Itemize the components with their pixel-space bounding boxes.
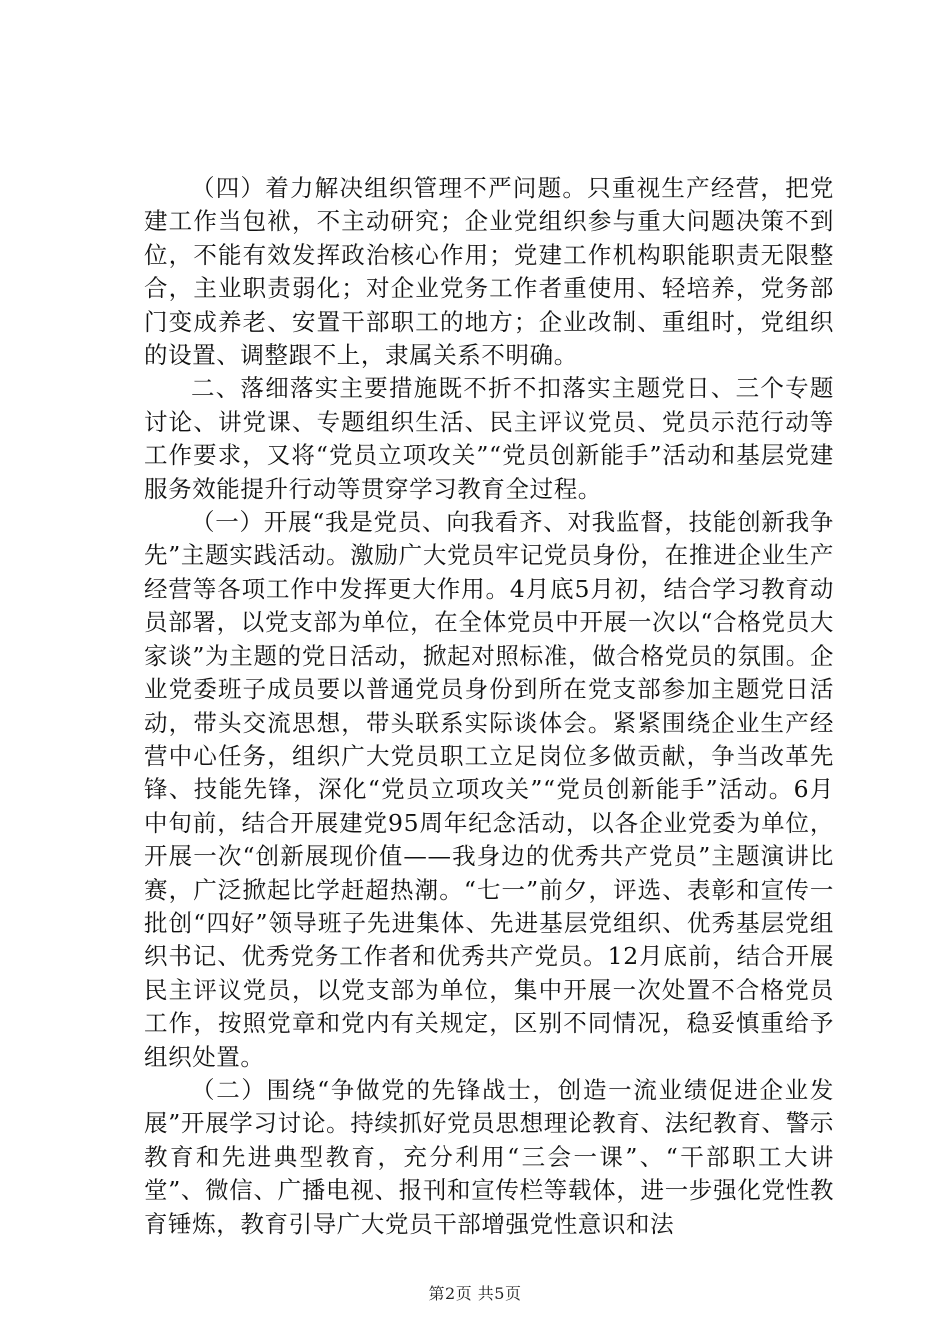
paragraph-section-four: （四）着力解决组织管理不严问题。只重视生产经营，把党建工作当包袱，不主动研究；企业党组织参与重大问题决策不到位，不能有效发挥政治核心作用；党建工作机构职能职责无限整合，主业职责弱化；对企业党务工作者重使用、轻培养，党务部门变成养老、安置干部职工的地方；企业改制、重组时，党组织的设置、调整跟不上，隶属关系不明确。 [144, 174, 834, 370]
document-body [144, 172, 834, 1241]
paragraph-subsection-two: （二）围绕“争做党的先锋战士，创造一流业绩促进企业发展”开展学习讨论。持续抓好党员思想理论教育、法纪教育、警示教育和先进典型教育，充分利用“三会一课”、“干部职工大讲堂”、微信、广播电视、报刊和宣传栏等载体，进一步强化党性教育锤炼，教育引导广大党员干部增强党性意识和法 [144, 1075, 834, 1238]
paragraph-subsection-one: （一）开展“我是党员、向我看齐、对我监督，技能创新我争先”主题实践活动。激励广大党员牢记党员身份，在推进企业生产经营等各项工作中发挥更大作用。4月底5月初，结合学习教育动员部署，以党支部为单位，在全体党员中开展一次以“合格党员大家谈”为主题的党日活动，掀起对照标准，做合格党员的氛围。企业党委班子成员要以普通党员身份到所在党支部参加主题党日活动，带头交流思想，带头联系实际谈体会。紧紧围绕企业生产经营中心任务，组织广大党员职工立足岗位多做贡献，争当改革先锋、技能先锋，深化“党员立项攻关”“党员创新能手”活动。6月中旬前，结合开展建党95周年纪念活动，以各企业党委为单位，开展一次“创新展现价值——我身边的优秀共产党员”主题演讲比赛，广泛掀起比学赶超热潮。“七一”前夕，评选、表彰和宣传一批创“四好”领导班子先进集体、先进基层党组织、优秀基层党组织书记、优秀党务工作者和优秀共产党员。12月底前，结合开展民主评议党员，以党支部为单位，集中开展一次处置不合格党员工作，按照党章和党内有关规定，区别不同情况，稳妥慎重给予组织处置。 [144, 508, 834, 1071]
page-number-footer: 第2页 共5页 [428, 1284, 522, 1303]
paragraph-section-two-heading: 二、落细落实主要措施既不折不扣落实主题党日、三个专题讨论、讲党课、专题组织生活、民主评议党员、党员示范行动等工作要求，又将“党员立项攻关”“党员创新能手”活动和基层党建服务效能提升行动等贯穿学习教育全过程。 [144, 374, 834, 503]
